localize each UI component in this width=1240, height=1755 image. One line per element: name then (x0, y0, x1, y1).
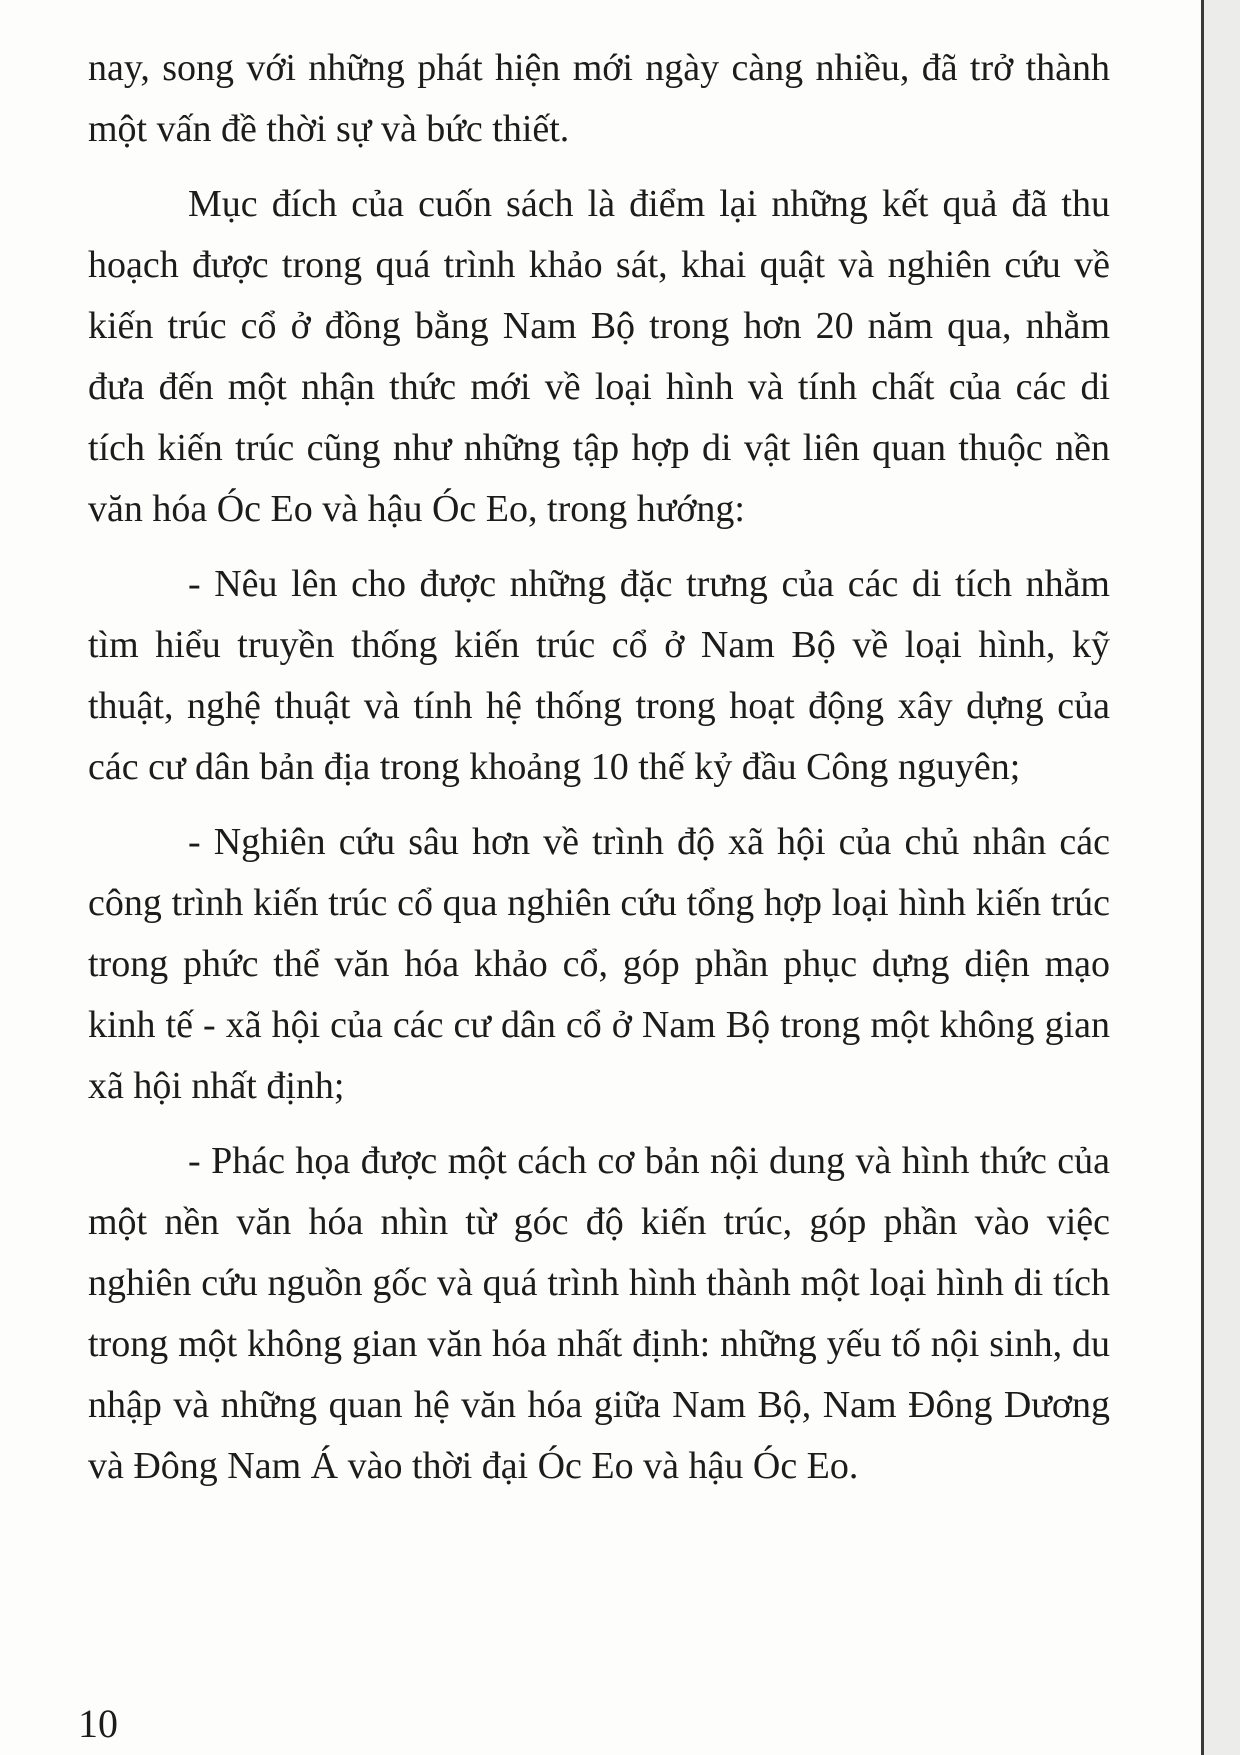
paragraph-goal-3: - Phác họa được một cách cơ bản nội dung và hình thức của một nền văn hóa nhìn từ góc độ kiến trúc, góp phần vào việc nghiên cứu nguồn gốc và quá trình hình thành một loại hình di tích trong một không gian văn hóa nhất định: những yếu tố nội sinh, du nhập và những quan hệ văn hóa giữa Nam Bộ, Nam Đông Dương và Đông Nam Á vào thời đại Óc Eo và hậu Óc Eo. (88, 1140, 1110, 1487)
paragraph-continuation: nay, song với những phát hiện mới ngày càng nhiều, đã trở thành một vấn đề thời sự và bức thiết. (88, 47, 1110, 150)
page-edge (1204, 0, 1240, 1755)
paragraph-goal-1: - Nêu lên cho được những đặc trưng của các di tích nhằm tìm hiểu truyền thống kiến trúc cổ ở Nam Bộ về loại hình, kỹ thuật, nghệ thuật và tính hệ thống trong hoạt động xây dựng của các cư dân bản địa trong khoảng 10 thế kỷ đầu Công nguyên; (88, 563, 1110, 788)
paragraph-purpose: Mục đích của cuốn sách là điểm lại những kết quả đã thu hoạch được trong quá trình khảo sát, khai quật và nghiên cứu về kiến trúc cổ ở đồng bằng Nam Bộ trong hơn 20 năm qua, nhằm đưa đến một nhận thức mới về loại hình và tính chất của các di tích kiến trúc cũng như những tập hợp di vật liên quan thuộc nền văn hóa Óc Eo và hậu Óc Eo, trong hướng: (88, 183, 1110, 530)
page-number: 10 (78, 1701, 118, 1746)
body-text (88, 38, 1110, 1497)
paragraph-goal-2: - Nghiên cứu sâu hơn về trình độ xã hội của chủ nhân các công trình kiến trúc cổ qua nghiên cứu tổng hợp loại hình kiến trúc trong phức thể văn hóa khảo cổ, góp phần phục dựng diện mạo kinh tế - xã hội của các cư dân cổ ở Nam Bộ trong một không gian xã hội nhất định; (88, 821, 1110, 1107)
